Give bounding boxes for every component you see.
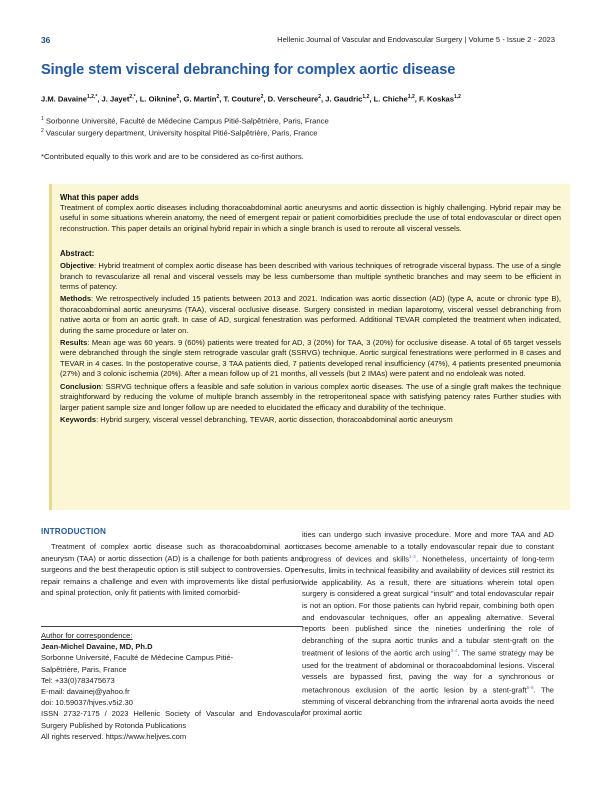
conclusion-text: : SSRVG technique offers a feasible and safe solution in various complex aortic diseases. The use of a single graft makes the technique straightforward by reducing the volume of multiple branch assembly in the retroperitoneal space with satisfying patency rates Further studies with larger patient sample size and longer follow up are needed to elucidated the efficacy and durability of the technique. <box>60 381 561 412</box>
objective-label: Objective <box>60 261 94 271</box>
author-affiliation-sup: 1,2,* <box>87 94 98 100</box>
correspondence-address-line1: Sorbonne Université, Faculté de Médecine Campus Pitié- <box>41 653 234 663</box>
citation-ref[interactable]: 3-4 <box>450 649 458 655</box>
abstract-conclusion <box>60 382 561 413</box>
intro-text-part: ities can undergo such invasive procedure. More and more TAA and AD cases become amenable to a totally endovascular repair due to constant progress of devices and skills <box>302 530 554 564</box>
intro-text-part: . Nonetheless, uncertainty of long-term results, limits in technical feasibility and availability of devices still restrict its wide applicability. As a result, there are situations wherein total open surgery is considered a great surgical “insult” and total endovascular repair is not an option. For those patients can hybrid repair, combining both open and endovascular techniques, offer an appealing alternative. Several reports been published since the nineties underlining the role of debranching of the supra aortic trunks and a tubular stent-graft on the treatment of lesions of the aortic arch using <box>302 554 555 658</box>
author-name: L. Chiche <box>373 94 408 104</box>
author-list: J.M. Davaine$^{1,2,*}$, J. Jayet$^{2,*}$, L. Oiknine$^2$, G. Martin$^2$, T. Couture$^2$, D. Verscheure$^2$, J. Gaudric$^{1,2}$, L. Chiche$^{1,2}$, F. Koskas$^{1,2}$ <box>41 94 461 104</box>
introduction-right-column <box>302 529 554 719</box>
correspondence-doi[interactable]: doi: 10.59037/hjves.v5i2.30 <box>41 698 133 708</box>
affiliation-text: Vascular surgery department, University hospital Pitié-Salpêtrière, Paris, France <box>45 128 318 138</box>
what-this-paper-adds-heading: What this paper adds <box>60 193 139 202</box>
methods-text: : We retrospectively included 15 patients between 2013 and 2021. Indication was aortic dissection (AD) (type A, acute or chronic type B), thoracoabdominal aortic aneurysms (TAA), visceral occlusive disease. Surgery consisted in median laparotomy, visceral vessel debranching from native aorta or from an aortic graft. In case of AD, surgical fenestration was performed. Additional TEVAR completed the treatment when indicated, during the same procedure or later on. <box>60 294 561 335</box>
affiliation-2 <box>41 128 318 138</box>
citation-ref[interactable]: 5-6 <box>526 685 534 691</box>
intro-text-part: . The same strategy may be used for the treatment of abdominal or thoracoabdominal lesions. Visceral vessels are bypassed first, paving the way for a synchronous or metachronous exclusion of the aortic lesion by a stent-graft <box>302 648 554 695</box>
correspondence-address-line2: Salpêtrière, Paris, France <box>41 664 127 674</box>
introduction-left-column <box>41 541 303 599</box>
keywords-label: Keywords <box>60 414 97 424</box>
author-affiliation-sup: 2,* <box>129 94 136 100</box>
conclusion-label: Conclusion <box>60 381 102 391</box>
intro-text-part: . The stemming of visceral debranching from the infrarenal aorta avoids the need for proximal aortic <box>302 685 555 718</box>
author-affiliation-sup: 2 <box>176 94 180 100</box>
correspondence-tel: Tel: +33(0)783475673 <box>41 675 115 685</box>
correspondence-email[interactable]: E-mail: davainej@yahoo.fr <box>41 687 130 697</box>
methods-label: Methods <box>60 294 92 304</box>
objective-text: : Hybrid treatment of complex aortic disease has been described with various techniques of retrograde visceral bypass. The use of a single branch to revascularize all renal and visceral vessels may be less cumbersome than multiple synthetic branches and may seem to be efficient in terms of patency. <box>60 261 561 292</box>
introduction-paragraph: Treatment of complex aortic disease such as thoracoabdominal aortic aneurysm (TAA) or aortic dissection (AD) is a challenge for both patients and surgeons and the best therapeutic option is still subject to controversies. Open repair remains a challenge and even with improvements like distal perfusion and spinal protection, only fit patients with limited comorbid- <box>41 542 303 598</box>
author-name: J. Jayet <box>101 94 130 104</box>
summary-box <box>49 184 570 510</box>
results-text: : Mean age was 60 years. 9 (60%) patients were treated for AD, 3 (20%) for TAA, 3 (20%) for occlusive disease. A total of 65 target vessels were debranched through the single stem retrograde vascular graft (SSRVG) technique. Aortic surgical fenestrations were performed in 8 cases and TEVAR in 4 cases. In the postoperative course, 3 TAA patients died, 7 patients developed renal insufficiency (47%), 4 patients presented pneumonia (27%) and 3 colonic ischemia (20%). After a mean follow up of 21 months, all vessels (but 2 IMAs) were patent and no endoleak was noted. <box>60 338 561 379</box>
abstract-keywords <box>60 415 561 425</box>
introduction-paragraph-continued <box>302 529 554 719</box>
contribution-note: *Contributed equally to this work and are to be considered as co-first authors. <box>41 152 304 161</box>
author-affiliation-sup: 1,2 <box>407 94 415 100</box>
article-title: Single stem visceral debranching for complex aortic disease <box>41 62 456 78</box>
author-name: L. Oiknine <box>139 94 177 104</box>
abstract-heading: Abstract: <box>60 249 95 259</box>
affiliation-number: 2 <box>41 128 44 134</box>
author-affiliation-sup: 2 <box>318 94 322 100</box>
keywords-text: : Hybrid surgery, visceral vessel debranching, TEVAR, aortic dissection, thoracoabdominal aortic aneurysm <box>96 414 453 424</box>
citation-ref[interactable]: 1-2 <box>409 555 416 561</box>
correspondence-name: Jean-Michel Davaine, MD, Ph.D <box>41 642 153 652</box>
author-affiliation-sup: 2 <box>260 94 264 100</box>
what-this-paper-adds-text: Treatment of complex aortic diseases including thoracoabdominal aortic aneurysms and aortic dissection is highly challenging. Hybrid repair may be useful in some situations wherein anatomy, the need of emergent repair or patient comorbidities preclude the use of total endovascular or direct open reconstruction. This paper details an original hybrid repair in which a single branch is used to reroute all visceral vessels. <box>60 203 561 233</box>
affiliation-number: 1 <box>41 116 44 122</box>
correspondence-issn: ISSN 2732-7175 / 2023 Hellenic Society of Vascular and Endovascular Surgery Published by Rotonda Publications <box>41 709 303 730</box>
affiliation-1 <box>41 116 329 126</box>
abstract-objective <box>60 261 561 292</box>
author-name: G. Martin <box>183 94 217 104</box>
author-affiliation-sup: 1,2 <box>362 94 370 100</box>
results-label: Results <box>60 338 88 348</box>
author-name: T. Couture <box>223 94 261 104</box>
introduction-heading: INTRODUCTION <box>41 527 107 536</box>
correspondence-rights[interactable]: All rights reserved. https://www.heljves.com <box>41 731 187 741</box>
author-affiliation-sup: 1,2 <box>454 94 461 100</box>
affiliation-text: Sorbonne Université, Faculté de Médecine Campus Pitié-Salpêtrière, Paris, France <box>45 116 329 126</box>
correspondence-box <box>41 626 303 742</box>
correspondence-heading: Author for correspondence: <box>41 626 303 641</box>
abstract-results <box>60 338 561 380</box>
author-name: J.M. Davaine <box>41 94 88 104</box>
journal-header: Hellenic Journal of Vascular and Endovascular Surgery | Volume 5 - Issue 2 - 2023 <box>277 35 555 44</box>
page-number: 36 <box>41 35 51 45</box>
author-affiliation-sup: 2 <box>216 94 220 100</box>
abstract-methods <box>60 294 561 336</box>
author-name: F. Koskas <box>418 94 455 104</box>
author-name: J. Gaudric <box>325 94 363 104</box>
author-name: D. Verscheure <box>267 94 319 104</box>
